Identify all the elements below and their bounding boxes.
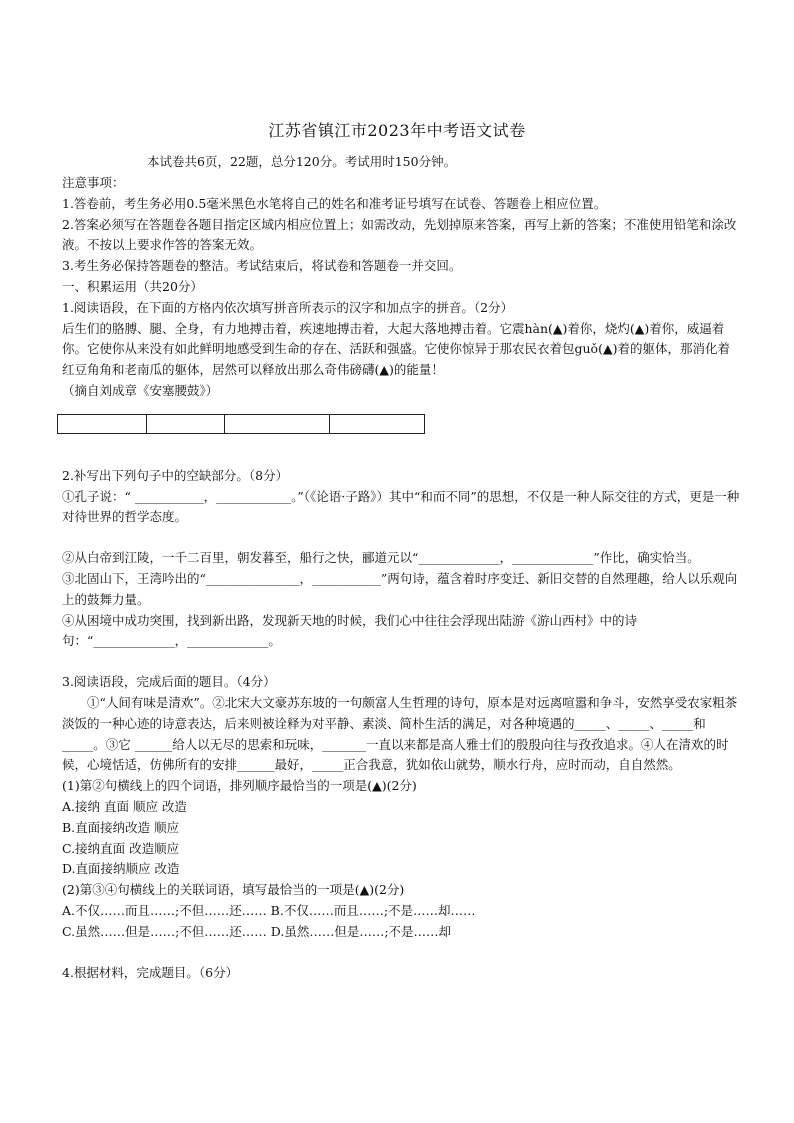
notes-heading: 注意事项： (62, 175, 125, 190)
section-heading: 一、积累运用（共20分） (62, 278, 203, 294)
answer-box-2[interactable] (147, 414, 225, 433)
spacer (62, 528, 742, 548)
q3-sub1-option-d: D.直面接纳顺应 改造 (62, 861, 180, 877)
q3-sub1-option-a: A.接纳 直面 顺应 改造 (62, 798, 187, 814)
spacer (62, 943, 742, 963)
note-item-2: 2.答案必须写在答题卷各题目指定区域内相应位置上；如需改动，先划掉原来答案，再写上新的答案；不准使用铅笔和涂改液。不按以上要求作答的答案无效。 (62, 216, 737, 253)
q3-sub1-option-c: C.接纳直面 改造顺应 (62, 840, 180, 856)
answer-box-3[interactable] (225, 414, 330, 433)
exam-info: 本试卷共6页，22题，总分120分。考试用时150分钟。 (147, 154, 457, 169)
q3-prompt: 3.阅读语段，完成后面的题目。（4分） (62, 674, 276, 690)
q3-sub1: (1)第②句横线上的四个词语，排列顺序最恰当的一项是(▲)(2分) (62, 778, 417, 794)
answer-box-1[interactable] (58, 414, 147, 433)
exam-content (62, 173, 742, 983)
note-item-1: 1.答卷前，考生务必用0.5毫米黑色水笔将自己的姓名和准考证号填写在试卷、答题卷上相应位置。 (62, 195, 607, 211)
note-item-3: 3.考生务必保持答题卷的整洁。考试结束后，将试卷和答题卷一并交回。 (62, 258, 462, 274)
q3-sub2: (2)第③④句横线上的关联词语，填写最恰当的一项是(▲)(2分) (62, 882, 405, 898)
q1-source: （摘自刘成章《安塞腰鼓》） (62, 382, 219, 398)
page-title: 江苏省镇江市2023年中考语文试卷 (268, 121, 526, 140)
q2-item-1: ①孔子说：“ ___________，____________。”（《论语·子路》）其中“和而不同”的思想，不仅是一种人际交往的方式，更是一种对待世界的哲学态度。 (62, 488, 740, 525)
answer-box-4[interactable] (330, 414, 425, 433)
q3-sub2-options-cd: C.虽然……但是……;不但……还…… D.虽然……但是……;不是……却 (62, 923, 452, 939)
spacer (62, 446, 742, 466)
q2-item-2: ②从白帝到江陵，一千二百里，朝发暮至，船行之快，郦道元以“_____________，_____________”作比，确实恰当。 (62, 550, 700, 566)
q3-passage: ①“人间有味是清欢”。②北宋大文豪苏东坡的一句颇富人生哲理的诗句，原本是对远离喧嚣和争斗，安然享受农家粗茶淡饭的一种心迹的诗意表达，后来则被诠释为对平静、素淡、简朴生活的满足，对各种境遇的_____、_____、_____和_____。③它 ______给人以无尽的思索和玩味，_______一直以来都是高人雅士们的殷殷向往与孜孜追求。④人在清欢的时候，心境恬适，仿佛所有的安排______最好，_____正合我意，犹如依山就势，顺水行舟，应时而动，自自然然。 (62, 694, 738, 773)
q2-item-3: ③北固山下，王湾吟出的“_______________，___________”两句诗，蕴含着时序变迁、新旧交替的自然理趣，给人以乐观向上的鼓舞力量。 (62, 570, 738, 607)
spacer (62, 652, 742, 672)
q3-sub1-option-b: B.直面接纳改造 顺应 (62, 819, 180, 835)
q2-item-4: ④从困境中成功突围，找到新出路，发现新天地的时候，我们心中往往会浮现出陆游《游山西村》中的诗句：“_____________，_____________。 (62, 612, 638, 649)
q1-passage: 后生们的胳膊、腿、全身，有力地搏击着，疾速地搏击着，大起大落地搏击着。它震hàn(▲)着你，烧灼(▲)着你，威逼着你。它使你从来没有如此鲜明地感受到生命的存在、活跃和强盛。它使你惊异于那农民衣着包guǒ(▲)着的躯体，那消化着红豆角角和老南瓜的躯体，居然可以释放出那么奇伟磅礴(▲)的能量！ (62, 320, 730, 378)
q3-sub2-options-ab: A.不仅……而且……;不但……还…… B.不仅……而且……;不是……却…… (62, 902, 476, 918)
q4-prompt: 4.根据材料，完成题目。（6分） (62, 964, 239, 980)
q2-prompt: 2.补写出下列句子中的空缺部分。（8分） (62, 467, 289, 483)
answer-grid (57, 414, 425, 434)
q1-prompt: 1.阅读语段，在下面的方格内依次填写拼音所表示的汉字和加点字的拼音。（2分） (62, 299, 514, 315)
